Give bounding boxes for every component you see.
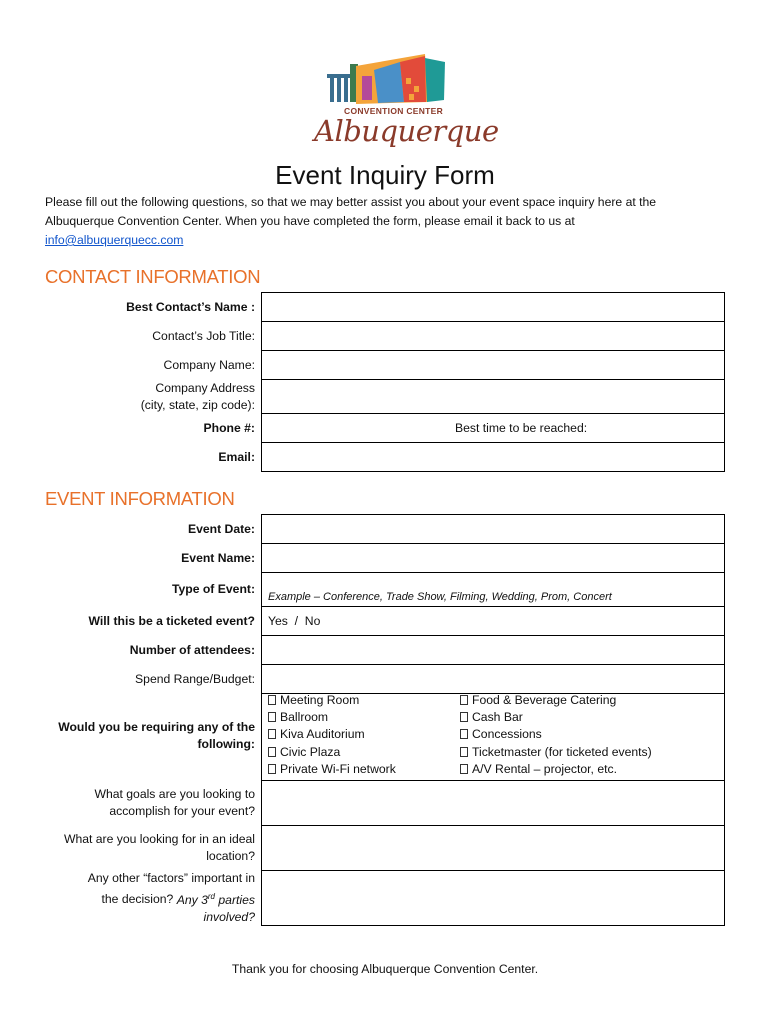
goals-field[interactable]: [261, 780, 725, 826]
other-factors-label-line3: involved?: [203, 909, 255, 924]
company-address-field[interactable]: [261, 379, 725, 414]
event-name-label: Event Name:: [181, 550, 255, 565]
option-ticketmaster[interactable]: Ticketmaster (for ticketed events): [460, 744, 652, 761]
other-factors-label-line2: the decision? Any 3rd parties: [101, 891, 255, 907]
email-link[interactable]: info@albuquerquecc.com: [45, 233, 184, 247]
option-private-wifi[interactable]: Private Wi-Fi network: [268, 761, 396, 778]
phone-field[interactable]: [261, 413, 725, 443]
other-factors-field[interactable]: [261, 870, 725, 926]
ticketed-event-label: Will this be a ticketed event?: [88, 613, 255, 628]
checkbox-icon[interactable]: [460, 695, 468, 705]
ticketed-event-field[interactable]: [261, 606, 725, 636]
form-title: Event Inquiry Form: [275, 160, 495, 190]
checkbox-icon[interactable]: [268, 729, 276, 739]
checkbox-icon[interactable]: [460, 729, 468, 739]
thank-you-footer: Thank you for choosing Albuquerque Convention Center.: [231, 962, 539, 976]
company-address-label: [141, 379, 255, 414]
logo-albuquerque-script: Albuquerque: [314, 114, 499, 148]
contact-information-heading: CONTACT INFORMATION: [45, 266, 261, 287]
other-factors-label-line1: Any other “factors” important in: [87, 871, 255, 886]
requirements-label-line1: Would you be requiring any of the: [58, 720, 255, 734]
job-title-field[interactable]: [261, 321, 725, 351]
option-meeting-room[interactable]: Meeting Room: [268, 692, 396, 709]
email-field[interactable]: [261, 442, 725, 472]
email-label: Email:: [218, 449, 255, 464]
event-information-heading: EVENT INFORMATION: [45, 488, 235, 509]
checkbox-icon[interactable]: [268, 747, 276, 757]
event-name-field[interactable]: [261, 543, 725, 573]
ideal-location-label-line2: location?: [206, 849, 255, 863]
checkbox-icon[interactable]: [268, 712, 276, 722]
best-contact-name-label: Best Contact’s Name :: [126, 299, 255, 314]
goals-label-line1: What goals are you looking to: [94, 787, 255, 801]
company-name-field[interactable]: [261, 350, 725, 380]
checkbox-icon[interactable]: [460, 764, 468, 774]
checkbox-icon[interactable]: [268, 764, 276, 774]
option-ballroom[interactable]: Ballroom: [268, 709, 396, 726]
requirements-options: [261, 691, 725, 781]
intro-paragraph: [45, 193, 725, 250]
event-date-field[interactable]: [261, 514, 725, 544]
goals-label: [94, 780, 255, 826]
option-concessions[interactable]: Concessions: [460, 726, 652, 743]
requirements-label: [58, 691, 255, 781]
company-name-label: Company Name:: [163, 357, 255, 372]
option-civic-plaza[interactable]: Civic Plaza: [268, 744, 396, 761]
best-contact-name-field[interactable]: [261, 292, 725, 322]
budget-field[interactable]: [261, 664, 725, 694]
option-kiva-auditorium[interactable]: Kiva Auditorium: [268, 726, 396, 743]
checkbox-icon[interactable]: [268, 695, 276, 705]
type-of-event-field[interactable]: [261, 572, 725, 607]
attendees-field[interactable]: [261, 635, 725, 665]
budget-label: Spend Range/Budget:: [135, 671, 255, 686]
phone-label: Phone #:: [203, 420, 255, 435]
checkbox-icon[interactable]: [460, 747, 468, 757]
albuquerque-convention-center-logo: [300, 48, 499, 152]
type-of-event-hint: Example – Conference, Trade Show, Filming, Wedding, Prom, Concert: [268, 591, 612, 603]
company-address-label-line2: (city, state, zip code):: [140, 397, 255, 412]
ideal-location-label-line1: What are you looking for in an ideal: [63, 832, 255, 846]
ticketed-yes-no[interactable]: Yes / No: [268, 614, 321, 628]
job-title-label: Contact’s Job Title:: [152, 328, 255, 343]
company-address-label-line1: Company Address: [155, 380, 255, 395]
requirements-right-column: [460, 692, 652, 778]
best-time-label: Best time to be reached:: [455, 421, 588, 435]
ideal-location-field[interactable]: [261, 825, 725, 871]
intro-text: Please fill out the following questions, so that we may better assist you about your event space inquiry here at the Albuquerque Convention Center. When you have completed the form, please email it back to us at: [45, 195, 657, 228]
type-of-event-label: Type of Event:: [171, 582, 255, 596]
option-food-beverage[interactable]: Food & Beverage Catering: [460, 692, 652, 709]
other-factors-label: [88, 870, 255, 926]
requirements-left-column: [268, 692, 396, 778]
goals-label-line2: accomplish for your event?: [109, 804, 255, 818]
requirements-label-line2: following:: [197, 737, 255, 751]
option-av-rental[interactable]: A/V Rental – projector, etc.: [460, 761, 652, 778]
event-date-label: Event Date:: [187, 521, 255, 536]
ideal-location-label: [64, 825, 255, 871]
attendees-label: Number of attendees:: [129, 642, 255, 657]
option-cash-bar[interactable]: Cash Bar: [460, 709, 652, 726]
checkbox-icon[interactable]: [460, 712, 468, 722]
logo-convention-center-text: CONVENTION CENTER: [344, 106, 444, 116]
